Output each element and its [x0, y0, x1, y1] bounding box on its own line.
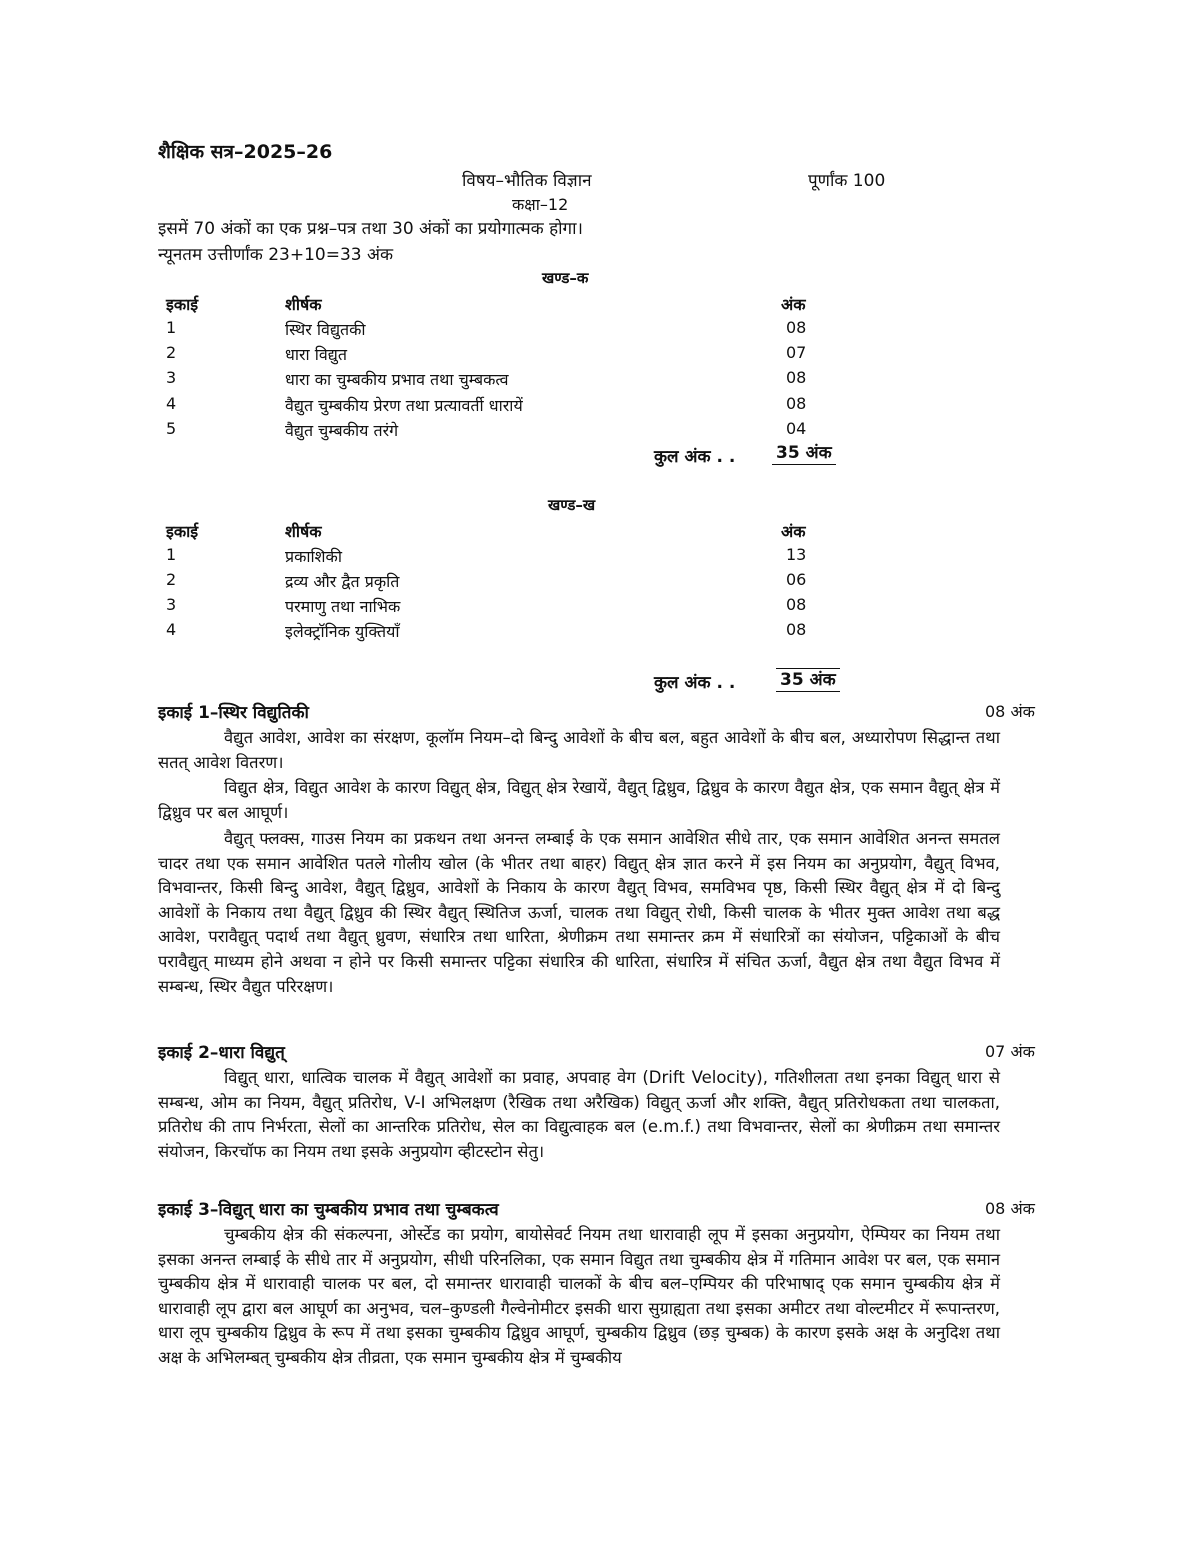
- section-a-row-unit: 1: [166, 318, 177, 337]
- academic-session: शैक्षिक सत्र–2025–26: [158, 141, 333, 163]
- section-a-col-unit: इकाई: [166, 295, 199, 314]
- section-a-total-label: कुल अंक . .: [654, 447, 736, 467]
- section-a-row-title: धारा का चुम्बकीय प्रभाव तथा चुम्बकत्व: [285, 370, 509, 389]
- section-a-row-title: स्थिर विद्युतकी: [285, 320, 366, 339]
- section-a-row-unit: 4: [166, 394, 177, 413]
- section-b-row-unit: 4: [166, 620, 177, 639]
- unit-2-heading: इकाई 2–धारा विद्युत्: [158, 1043, 285, 1063]
- section-a-row-marks: 07: [786, 343, 807, 362]
- section-b-title: खण्ड–ख: [548, 496, 596, 514]
- section-b-row-unit: 3: [166, 595, 177, 614]
- section-b-total-value: 35 अंक: [776, 668, 840, 692]
- section-a-col-title: शीर्षक: [285, 295, 322, 314]
- unit-1-paragraph: वैद्युत आवेश, आवेश का संरक्षण, कूलॉम नियम–दो बिन्दु आवेशों के बीच बल, बहुत आवेशों के बीच बल, अध्यारोपण सिद्धान्त तथा सतत् आवेश वितरण।: [158, 728, 1000, 772]
- section-b-row-unit: 2: [166, 570, 177, 589]
- unit-2-paragraph: विद्युत् धारा, धात्विक चालक में वैद्युत् आवेशों का प्रवाह, अपवाह वेग (Drift Velocity), गतिशीलता तथा इनका विद्युत् धारा से सम्बन्ध, ओम का नियम, वैद्युत् प्रतिरोध, V-I अभिलक्षण (रैखिक तथा अरैखिक) विद्युत् ऊर्जा और शक्ति, वैद्युत् प्रतिरोधकता तथा चालकता, प्रतिरोध की ताप निर्भरता, सेलों का आन्तरिक प्रतिरोध, सेल का विद्युत्वाहक बल (e.m.f.) तथा विभवान्तर, सेलों का श्रेणीक्रम तथा समान्तर संयोजन, किरचॉफ का नियम तथा इसके अनुप्रयोग व्हीटस्टोन सेतु।: [158, 1068, 1000, 1161]
- section-a-row-marks: 04: [786, 419, 807, 438]
- unit-3-heading: इकाई 3–विद्युत् धारा का चुम्बकीय प्रभाव तथा चुम्बकत्व: [158, 1200, 499, 1220]
- section-b-col-marks: अंक: [781, 522, 806, 541]
- section-b-row-marks: 06: [786, 570, 807, 589]
- section-a-row-title: धारा विद्युत: [285, 345, 347, 364]
- unit-3-marks: 08 अंक: [985, 1199, 1035, 1218]
- section-b-row-marks: 08: [786, 595, 807, 614]
- section-b-row-marks: 08: [786, 620, 807, 639]
- unit-3-paragraph: चुम्बकीय क्षेत्र की संकल्पना, ओर्स्टेड का प्रयोग, बायोसेवर्ट नियम तथा धारावाही लूप में इसका अनुप्रयोग, ऐम्पियर का नियम तथा इसका अनन्त लम्बाई के सीधे तार में अनुप्रयोग, सीधी परिनलिका, एक समान विद्युत तथा चुम्बकीय क्षेत्र में गतिमान आवेश पर बल, एक समान चुम्बकीय क्षेत्र में धारावाही चालक पर बल, दो समान्तर धारावाही चालकों के बीच बल–एम्पियर की परिभाषाद् एक समान चुम्बकीय क्षेत्र में धारावाही लूप द्वारा बल आघूर्ण का अनुभव, चल–कुण्डली गैल्वेनोमीटर इसकी धारा सुग्राह्यता तथा इसका अमीटर तथा वोल्टमीटर में रूपान्तरण, धारा लूप चुम्बकीय द्विध्रुव के रूप में तथा इसका चुम्बकीय द्विध्रुव आघूर्ण, चुम्बकीय द्विध्रुव (छड़ चुम्बक) के कारण इसके अक्ष के अनुदिश तथा अक्ष के अभिलम्बत् चुम्बकीय क्षेत्र तीव्रता, एक समान चुम्बकीय क्षेत्र में चुम्बकीय: [158, 1225, 1000, 1367]
- section-b-col-unit: इकाई: [166, 522, 199, 541]
- section-a-row-title: वैद्युत चुम्बकीय प्रेरण तथा प्रत्यावर्ती धारायें: [285, 396, 523, 415]
- subject-title: विषय–भौतिक विज्ञान: [462, 171, 592, 191]
- unit-2-marks: 07 अंक: [985, 1042, 1035, 1061]
- section-a-row-unit: 3: [166, 368, 177, 387]
- minimum-pass-marks: न्यूनतम उत्तीर्णांक 23+10=33 अंक: [158, 245, 394, 265]
- section-b-row-unit: 1: [166, 545, 177, 564]
- unit-1-paragraph: विद्युत क्षेत्र, विद्युत आवेश के कारण विद्युत् क्षेत्र, विद्युत् क्षेत्र रेखायें, वैद्युत् द्विध्रुव, द्विध्रुव के कारण वैद्युत क्षेत्र, एक समान वैद्युत् क्षेत्र में द्विध्रुव पर बल आघूर्ण।: [158, 778, 1000, 822]
- section-b-col-title: शीर्षक: [285, 522, 322, 541]
- section-b-row-marks: 13: [786, 545, 807, 564]
- full-marks: पूर्णांक 100: [808, 171, 886, 191]
- section-a-title: खण्ड–क: [542, 269, 589, 287]
- section-a-total-value: 35 अंक: [772, 442, 836, 465]
- unit-1-marks: 08 अंक: [985, 702, 1035, 721]
- section-a-row-unit: 5: [166, 419, 177, 438]
- section-a-row-unit: 2: [166, 343, 177, 362]
- section-b-row-title: प्रकाशिकी: [285, 547, 342, 566]
- section-b-row-title: इलेक्ट्रॉनिक युक्तियाँ: [285, 622, 400, 641]
- section-b-row-title: परमाणु तथा नाभिक: [285, 597, 401, 616]
- class-label: कक्षा–12: [512, 195, 569, 214]
- section-b-total-label: कुल अंक . .: [654, 673, 736, 693]
- section-a-row-marks: 08: [786, 318, 807, 337]
- section-a-row-marks: 08: [786, 394, 807, 413]
- section-a-row-marks: 08: [786, 368, 807, 387]
- section-a-col-marks: अंक: [781, 295, 806, 314]
- section-b-row-title: द्रव्य और द्वैत प्रकृति: [285, 572, 400, 591]
- section-a-row-title: वैद्युत चुम्बकीय तरंगे: [285, 421, 399, 440]
- unit-1-heading: इकाई 1–स्थिर विद्युतिकी: [158, 703, 309, 723]
- unit-1-paragraph: वैद्युत् फ्लक्स, गाउस नियम का प्रकथन तथा अनन्त लम्बाई के एक समान आवेशित सीधे तार, एक समान आवेशित अनन्त समतल चादर तथा एक समान आवेशित पतले गोलीय खोल (के भीतर तथा बाहर) विद्युत् क्षेत्र ज्ञात करने में इस नियम का अनुप्रयोग, वैद्युत् विभव, विभवान्तर, किसी बिन्दु आवेश, वैद्युत् द्विध्रुव, आवेशों के निकाय के कारण वैद्युत् विभव, समविभव पृष्ठ, किसी स्थिर वैद्युत् क्षेत्र में दो बिन्दु आवेशों के निकाय तथा वैद्युत् द्विध्रुव की स्थिर वैद्युत् स्थितिज ऊर्जा, चालक तथा विद्युत् रोधी, किसी चालक के भीतर मुक्त आवेश तथा बद्ध आवेश, परावैद्युत् पदार्थ तथा वैद्युत् ध्रुवण, संधारित्र तथा धारिता, श्रेणीक्रम तथा समान्तर क्रम में संधारित्रों का संयोजन, पट्टिकाओं के बीच परावैद्युत् माध्यम होने अथवा न होने पर किसी समान्तर पट्टिका संधारित्र की धारिता, संधारित्र में संचित ऊर्जा, वैद्युत क्षेत्र तथा वैद्युत विभव में सम्बन्ध, स्थिर वैद्युत परिरक्षण।: [158, 829, 1000, 996]
- exam-pattern-note: इसमें 70 अंकों का एक प्रश्न–पत्र तथा 30 अंकों का प्रयोगात्मक होगा।: [158, 219, 583, 239]
